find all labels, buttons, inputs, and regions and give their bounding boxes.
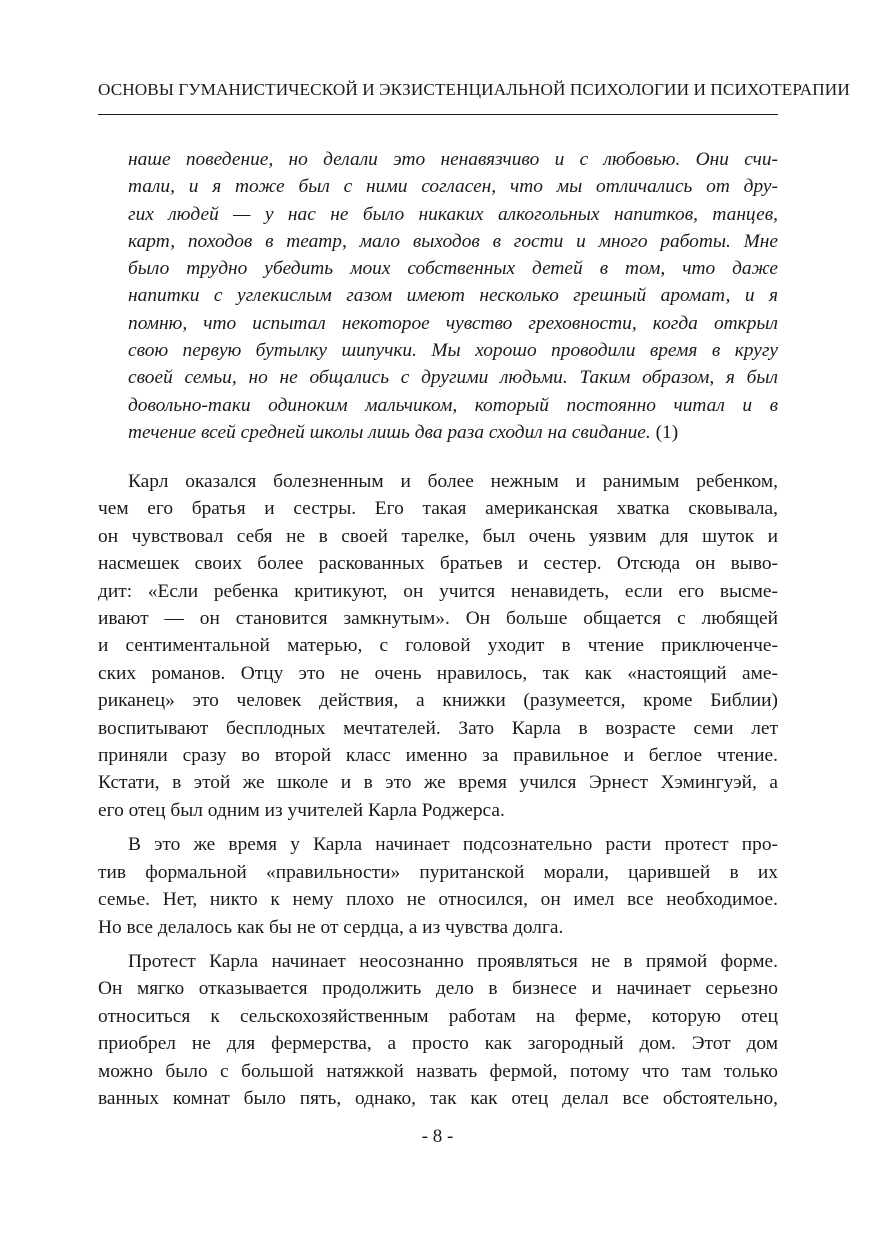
paragraph-line: дит: «Если ребенка критикуют, он учится ненавидеть, если его высме- xyxy=(98,580,778,602)
page-number: - 8 - xyxy=(421,1126,454,1147)
paragraph-line: ванных комнат было пять, однако, так как отец делал все обстоятельно, xyxy=(98,1087,778,1109)
paragraph-line: и сентиментальной матерью, с головой уходит в чтение приключенче- xyxy=(98,635,778,657)
quote-line: помню, что испытал некоторое чувство греховности, когда открыл xyxy=(128,312,778,334)
paragraph-line: Кстати, в этой же школе и в это же время учился Эрнест Хэмингуэй, а xyxy=(98,772,778,794)
paragraph-line: Но все делалось как бы не от сердца, а из чувства долга. xyxy=(98,916,564,938)
paragraph-line: Карл оказался болезненным и более нежным и ранимым ребенком, xyxy=(128,471,778,492)
paragraph-line: семье. Нет, никто к нему плохо не относился, он имел все необходимое. xyxy=(98,889,778,911)
paragraph-line: воспитывают бесплодных мечтателей. Зато Карла в возрасте семи лет xyxy=(98,717,778,739)
paragraph-line: В это же время у Карла начинает подсознательно расти протест про- xyxy=(128,834,778,856)
paragraph-line: риканец» это человек действия, а книжки (разумеется, кроме Библии) xyxy=(98,690,778,712)
paragraph-line: ивают — он становится замкнутым». Он больше общается с любящей xyxy=(98,608,778,630)
paragraph-line: чем его братья и сестры. Его такая американская хватка сковывала, xyxy=(98,498,778,520)
paragraph-line: он чувствовал себя не в своей тарелке, был очень уязвим для шуток и xyxy=(98,525,778,547)
paragraph-line: приняли сразу во второй класс именно за правильное и беглое чтение. xyxy=(98,745,778,767)
quote-line: гих людей — у нас не было никаких алкогольных напитков, танцев, xyxy=(128,203,778,225)
quote-line: довольно-таки одиноким мальчиком, который постоянно читал и в xyxy=(128,394,778,416)
paragraph-line: Он мягко отказывается продолжить дело в бизнесе и начинает серьезно xyxy=(98,978,778,1000)
paragraph-line: насмешек своих более раскованных братьев и сестер. Отсюда он выво- xyxy=(98,553,778,575)
quote-line: свою первую бутылку шипучки. Мы хорошо проводили время в кругу xyxy=(128,340,778,362)
quote-line: наше поведение, но делали это ненавязчиво и с любовью. Они счи- xyxy=(128,149,778,170)
paragraph xyxy=(98,468,778,824)
paragraph-line: ских романов. Отцу это не очень нравилось, так как «настоящий аме- xyxy=(98,662,778,684)
paragraph-line: приобрел не для фермерства, а просто как загородный дом. Этот дом xyxy=(98,1033,778,1055)
paragraph xyxy=(98,831,778,941)
quote-line: своей семьи, но не общались с другими людьми. Таким образом, я был xyxy=(128,367,778,389)
quote-line: было трудно убедить моих собственных детей в том, что даже xyxy=(128,258,778,280)
paragraph-line: можно было с большой натяжкой назвать фермой, потому что там только xyxy=(98,1060,778,1082)
paragraph xyxy=(98,948,778,1112)
paragraph-line: его отец был одним из учителей Карла Роджерса. xyxy=(98,799,505,821)
quote-reference: (1) xyxy=(655,421,679,443)
paragraph-line: относиться к сельскохозяйственным работам на ферме, которую отец xyxy=(98,1005,778,1027)
quote-line: течение всей средней школы лишь два раза сходил на свидание. (1) xyxy=(128,421,679,443)
quote-line: карт, походов в театр, мало выходов в гости и много работы. Мне xyxy=(128,230,778,252)
paragraph-line: Протест Карла начинает неосознанно проявляться не в прямой форме. xyxy=(128,950,778,972)
quote-block xyxy=(128,146,778,446)
quote-line: напитки с углекислым газом имеют несколько грешный аромат, и я xyxy=(128,285,778,307)
body-text xyxy=(98,468,778,1119)
header-rule xyxy=(98,114,778,115)
running-head: ОСНОВЫ ГУМАНИСТИЧЕСКОЙ И ЭКЗИСТЕНЦИАЛЬНОЙ ПСИХОЛОГИИ И ПСИХОТЕРАПИИ xyxy=(98,80,850,99)
quote-line: тали, и я тоже был с ними согласен, что мы отличались от дру- xyxy=(128,176,778,198)
paragraph-line: тив формальной «правильности» пуританской морали, царившей в их xyxy=(98,861,778,883)
